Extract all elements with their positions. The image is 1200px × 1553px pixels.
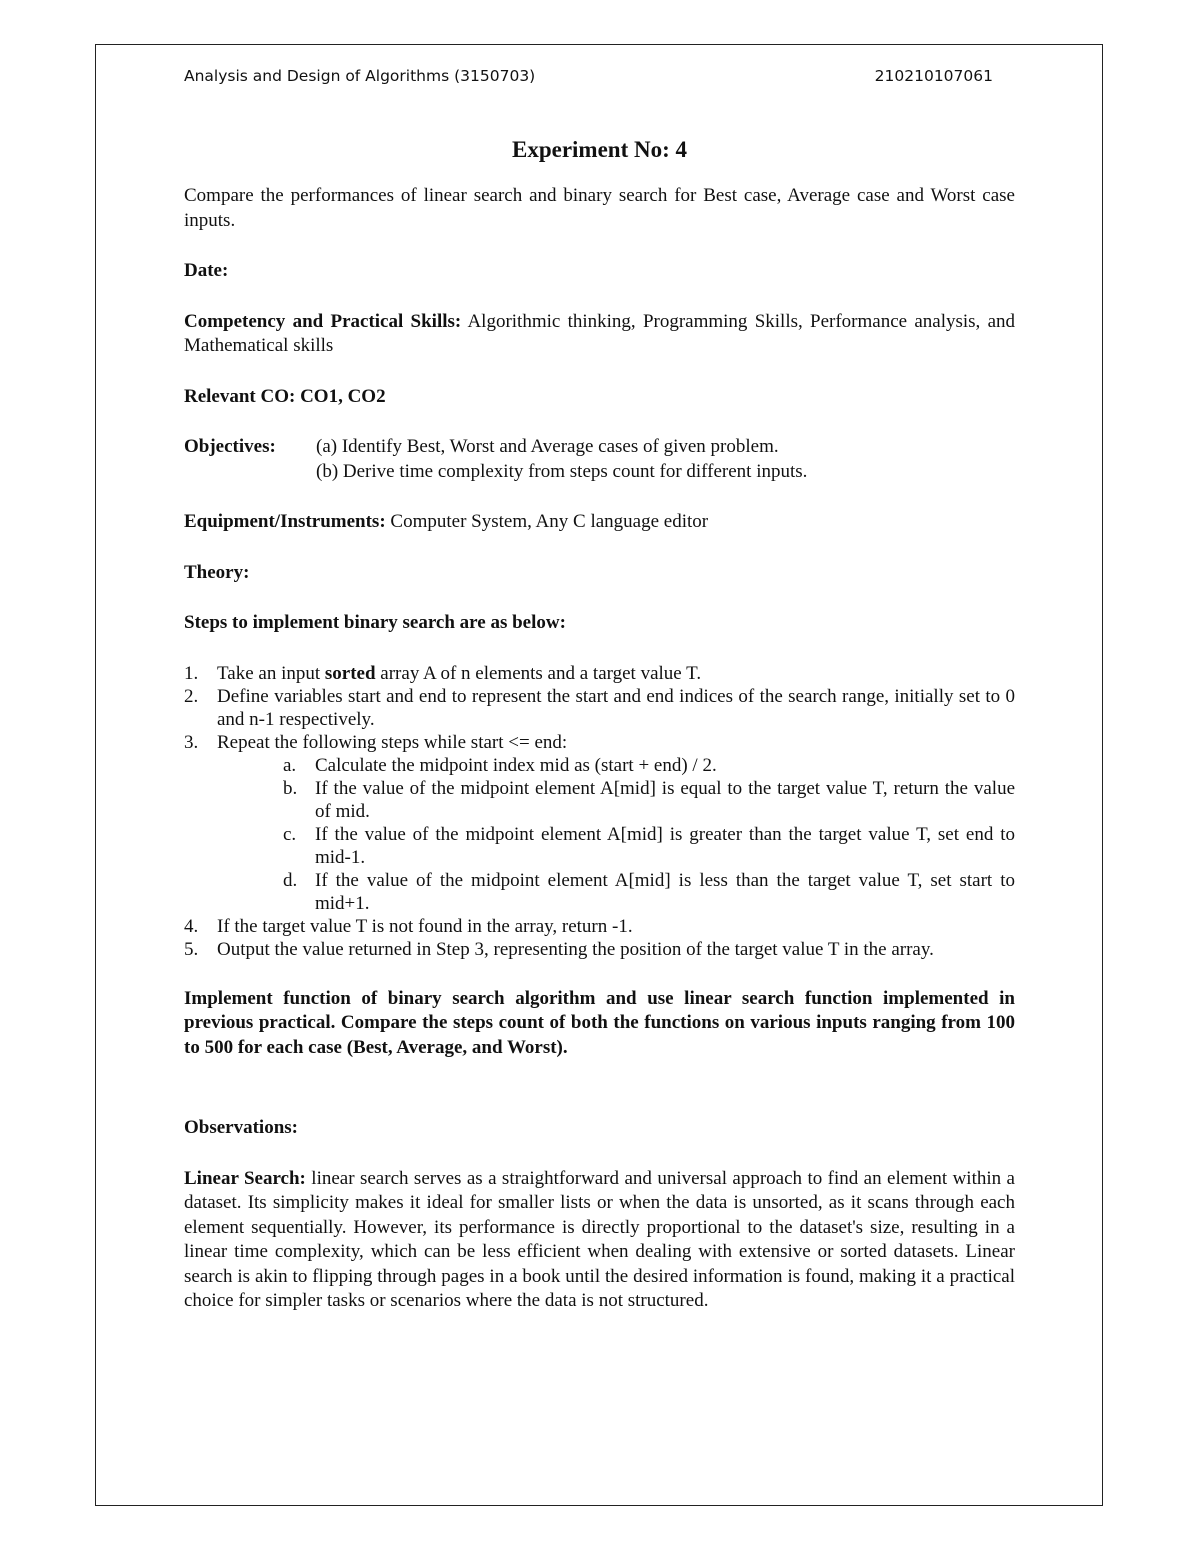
objective-item: (b) Derive time complexity from steps count for different inputs. xyxy=(316,460,808,482)
equipment-label: Equipment/Instruments: xyxy=(184,511,386,532)
step-number: 5. xyxy=(184,938,199,960)
sub-steps xyxy=(184,754,1015,915)
enrollment-number: 210210107061 xyxy=(874,67,993,85)
step-text: Repeat the following steps while start <= end: xyxy=(217,731,568,753)
observations-label: Observations: xyxy=(184,1117,298,1138)
sub-step-item xyxy=(283,754,1015,777)
step-text-part: array A of n elements and a target value T. xyxy=(375,662,702,684)
objective-item: (a) Identify Best, Worst and Average cases of given problem. xyxy=(316,436,779,457)
step-item xyxy=(184,685,1015,731)
linear-search-paragraph xyxy=(184,1167,1015,1314)
aim-text: Compare the performances of linear search and binary search for Best case, Average case and Worst case inputs. xyxy=(184,185,1015,231)
step-text: Output the value returned in Step 3, representing the position of the target value T in the array. xyxy=(217,938,934,960)
course-title: Analysis and Design of Algorithms (3150703) xyxy=(184,67,536,85)
steps-list xyxy=(184,662,1015,961)
date-label: Date: xyxy=(184,260,229,281)
step-text: If the target value T is not found in the array, return -1. xyxy=(217,915,633,937)
step-emphasis: sorted xyxy=(324,662,376,684)
step-item xyxy=(184,915,1015,938)
step-number: 1. xyxy=(184,662,199,684)
step-text-part: Take an input xyxy=(217,662,325,684)
page-header xyxy=(184,64,993,88)
sub-step-item xyxy=(283,777,1015,823)
objectives-list xyxy=(316,435,1015,484)
sub-step-letter: a. xyxy=(283,754,297,776)
objectives-section xyxy=(184,435,1015,484)
competency-text: Algorithmic thinking, Programming Skills, Performance analysis, and Mathematical skills xyxy=(184,310,1015,356)
equipment-paragraph xyxy=(184,510,1015,535)
document-content xyxy=(184,64,1015,1314)
competency-paragraph xyxy=(184,310,1015,359)
linear-search-text: linear search serves as a straightforward and universal approach to find an element within a dataset. Its simplicity makes it ideal for smaller lists or when the data is unsorted, as it scans through each element sequentially. However, its performance is directly proportional to the dataset's size, resulting in a linear time complexity, which can be less efficient when dealing with extensive or sorted datasets. Linear search is akin to flipping through pages in a book until the desired information is found, making it a practical choice for simpler tasks or scenarios where the data is not structured. xyxy=(184,1167,1015,1311)
objectives-label: Objectives: xyxy=(184,436,276,457)
task-paragraph: Implement function of binary search algorithm and use linear search function implemented in previous practical. Compare the steps count of both the functions on various inputs ranging from 100 to 500 for each case (Best, Average, and Worst). xyxy=(184,987,1015,1058)
relevant-co: Relevant CO: CO1, CO2 xyxy=(184,385,386,407)
equipment-text: Computer System, Any C language editor xyxy=(385,511,709,532)
step-number: 2. xyxy=(184,685,199,707)
experiment-title: Experiment No: 4 xyxy=(511,137,688,162)
step-number: 3. xyxy=(184,731,199,753)
steps-heading: Steps to implement binary search are as below: xyxy=(184,612,566,633)
sub-steps-list xyxy=(184,754,1015,915)
step-text xyxy=(217,662,1015,685)
step-item xyxy=(184,938,1015,961)
linear-search-label: Linear Search: xyxy=(184,1167,306,1189)
theory-label: Theory: xyxy=(184,561,250,583)
competency-label: Competency and Practical Skills: xyxy=(184,310,462,332)
sub-step-letter: c. xyxy=(283,823,297,845)
sub-step-letter: b. xyxy=(283,777,298,799)
sub-step-letter: d. xyxy=(283,869,298,891)
step-number: 4. xyxy=(184,915,199,937)
sub-step-text: If the value of the midpoint element A[mid] is greater than the target value T, set end to mid-1. xyxy=(315,823,1015,868)
sub-step-text: If the value of the midpoint element A[mid] is less than the target value T, set start to mid+1. xyxy=(315,869,1015,914)
sub-step-item xyxy=(283,823,1015,869)
step-item xyxy=(184,731,1015,754)
step-text: Define variables start and end to represent the start and end indices of the search range, initially set to 0 and n-1 respectively. xyxy=(217,685,1015,730)
sub-step-item xyxy=(283,869,1015,915)
sub-step-text: Calculate the midpoint index mid as (start + end) / 2. xyxy=(315,754,717,776)
sub-step-text: If the value of the midpoint element A[mid] is equal to the target value T, return the value of mid. xyxy=(315,777,1015,822)
step-item xyxy=(184,662,1015,685)
